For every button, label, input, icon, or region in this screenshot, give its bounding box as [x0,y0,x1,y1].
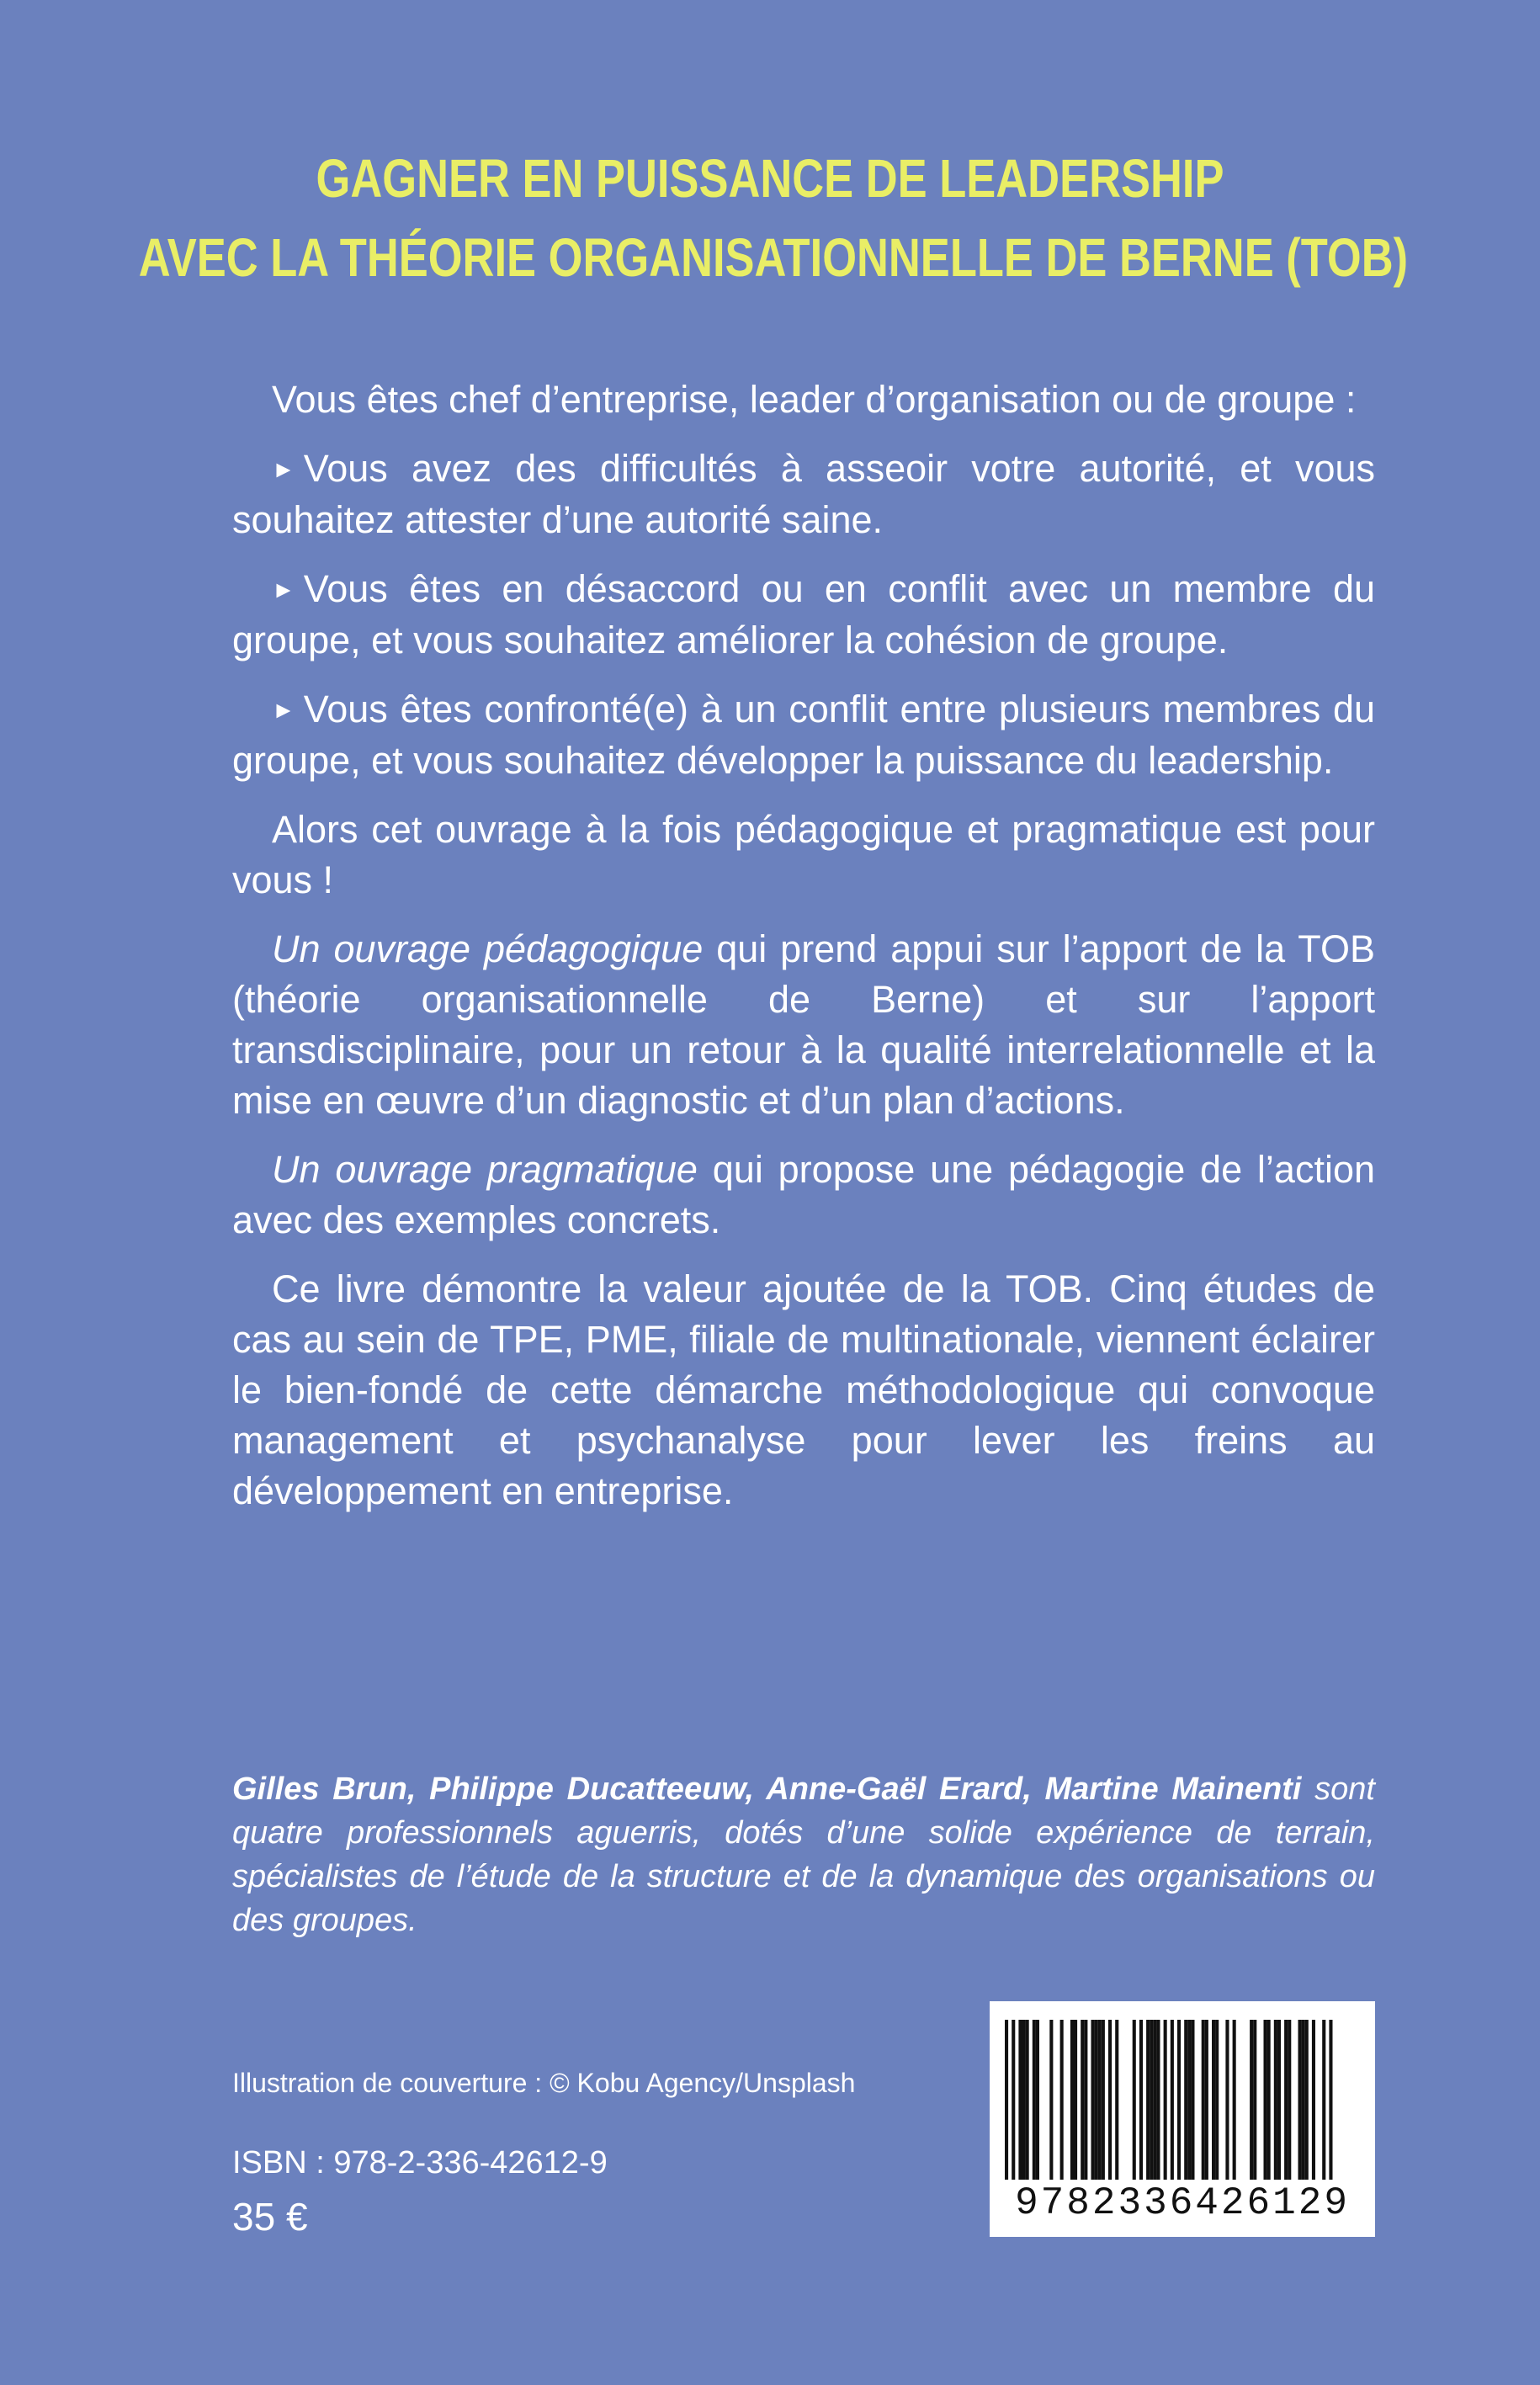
barcode-bar [1171,2020,1174,2180]
conclusion-paragraph: Alors cet ouvrage à la fois pédagogique et pragmatique est pour vous ! [232,808,1375,901]
barcode-bar [1298,2020,1302,2180]
cover-illustration-credit: Illustration de couverture : © Kobu Agency/Unsplash [232,2068,856,2098]
barcode-bar [1264,2020,1267,2180]
barcode-bar [1060,2020,1064,2180]
barcode-bar [1098,2020,1102,2180]
barcode-bar [1133,2020,1136,2180]
barcode-bar [1225,2020,1229,2180]
barcode-bar [1274,2020,1277,2180]
barcode-digits: 9782336426129 [1015,2181,1350,2225]
barcode-bar [1187,2020,1191,2180]
barcode-bar [1095,2020,1098,2180]
barcode-bar [1202,2020,1205,2180]
barcode-bar [1267,2020,1271,2180]
barcode-bar [1329,2020,1332,2180]
bullet-arrow-icon: ► [272,456,295,482]
barcode-bar [1115,2020,1118,2180]
barcode-bar [1033,2020,1036,2180]
bullet-arrow-icon: ► [272,576,295,603]
bullet-arrow-icon: ► [272,697,295,723]
barcode [990,2001,1375,2237]
bullet-text: Vous êtes en désaccord ou en conflit avec un membre du groupe, et vous souhaitez améliorer la cohésion de groupe. [232,567,1375,661]
barcode-bar [1146,2020,1150,2180]
pragmatique-emphasis: Un ouvrage pragmatique [272,1148,698,1191]
barcode-bar [1074,2020,1077,2180]
authors-bio [232,1767,1375,1942]
barcode-bar [1212,2020,1215,2180]
barcode-bar [1139,2020,1143,2180]
barcode-bar [1215,2020,1219,2180]
barcode-bar [1026,2020,1029,2180]
barcode-bar [1005,2020,1008,2180]
barcode-bar [1288,2020,1291,2180]
pedagogique-text: qui prend appui sur l’apport de la TOB (théorie organisationnelle de Berne) et sur l’apport transdisciplinaire, pour un retour à la qualité interrelationnelle et la mise en œuvre d’un diagnostic et d’un plan d’actions. [232,927,1375,1122]
barcode-bar [1177,2020,1181,2180]
isbn-number: ISBN : 978-2-336-42612-9 [232,2145,608,2180]
pedagogique-paragraph [232,924,1375,1126]
barcode-bar [1156,2020,1160,2180]
barcode-bar [1233,2020,1236,2180]
pragmatique-text: qui propose une pédagogie de l’action avec des exemples concrets. [232,1148,1375,1241]
barcode-bar [1070,2020,1074,2180]
closing-paragraph: Ce livre démontre la valeur ajoutée de la TOB. Cinq études de cas au sein de TPE, PME, filiale de multinationale, viennent éclairer le bien-fondé de cette démarche méthodologique qui convoque management et psychanalyse pour lever les freins au développement en entreprise. [232,1267,1375,1512]
bullet-text: Vous êtes confronté(e) à un conflit entre plusieurs membres du groupe, et vous souhaitez développer la puissance du leadership. [232,688,1375,782]
barcode-bar [1036,2020,1039,2180]
bullet-paragraph [232,564,1375,666]
barcode-bar [1205,2020,1208,2180]
intro-paragraph: Vous êtes chef d’entreprise, leader d’organisation ou de groupe : [272,378,1357,421]
barcode-bar [1022,2020,1026,2180]
barcode-bar [1049,2020,1053,2180]
barcode-bar [1012,2020,1015,2180]
pragmatique-paragraph [232,1145,1375,1246]
barcode-bar [1184,2020,1187,2180]
barcode-bar [1277,2020,1281,2180]
barcode-bar [1091,2020,1095,2180]
bullet-text: Vous avez des difficultés à asseoir votre autorité, et vous souhaitez attester d’une autorité saine. [232,447,1375,541]
barcode-bar [1305,2020,1309,2180]
barcode-bar [1102,2020,1105,2180]
barcode-bar [1191,2020,1194,2180]
bullet-paragraph [232,444,1375,545]
barcode-bar [1253,2020,1256,2180]
barcode-bar [1108,2020,1112,2180]
blurb [232,374,1375,1535]
back-cover-title [138,139,1409,297]
barcode-bar [1302,2020,1305,2180]
barcode-bar [1322,2020,1325,2180]
title-line-2: AVEC LA THÉORIE ORGANISATIONNELLE DE BERNE (TOB) [138,227,1409,288]
barcode-bar [1018,2020,1022,2180]
barcode-bar [1084,2020,1087,2180]
author-names: Gilles Brun, Philippe Ducatteeuw, Anne-Gaël Erard, Martine Mainenti [232,1771,1302,1807]
barcode-bar [1150,2020,1153,2180]
bullet-paragraph [232,684,1375,786]
barcode-bar [1164,2020,1167,2180]
title-line-1: GAGNER EN PUISSANCE DE LEADERSHIP [316,148,1224,209]
barcode-bar [1250,2020,1253,2180]
price: 35 € [232,2195,308,2239]
barcode-bar [1284,2020,1288,2180]
barcode-bar [1081,2020,1084,2180]
authors-description: sont quatre professionnels aguerris, dotés d’une solide expérience de terrain, spécialistes de l’étude de la structure et de la dynamique des organisations ou des groupes. [232,1771,1375,1938]
barcode-bar [1312,2020,1315,2180]
barcode-bar [1153,2020,1156,2180]
pedagogique-emphasis: Un ouvrage pédagogique [272,927,704,970]
